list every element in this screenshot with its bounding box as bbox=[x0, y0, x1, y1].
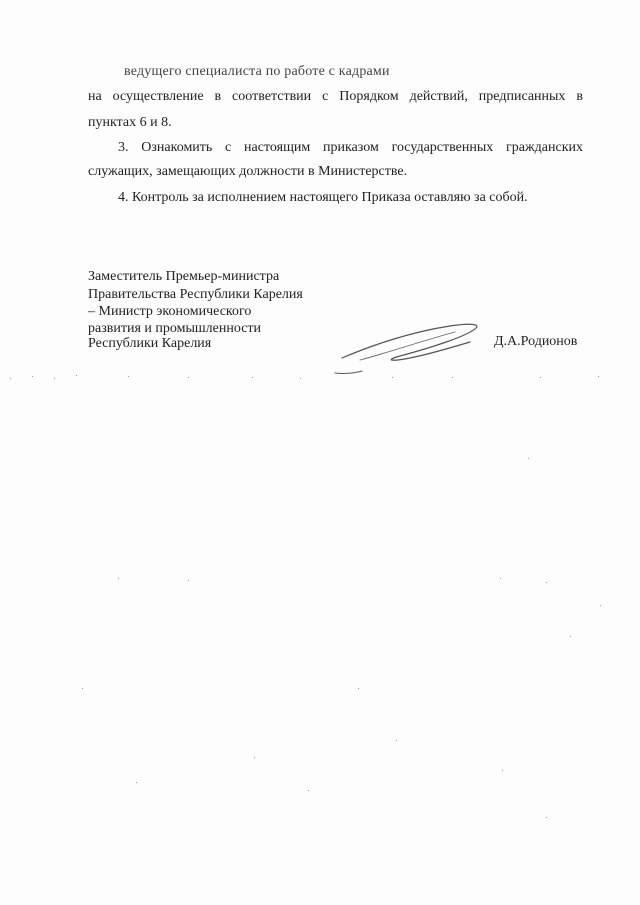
scan-speck bbox=[308, 790, 309, 791]
paragraph-2-line-2: пунктах 6 и 8. bbox=[88, 115, 172, 130]
item-3-line-2: служащих, замещающих должности в Министерстве. bbox=[88, 164, 408, 179]
signatory-title-line: Республики Карелия bbox=[88, 336, 212, 351]
signatory-name: Д.А.Родионов bbox=[494, 334, 578, 349]
scan-speck bbox=[82, 688, 83, 689]
scan-speck bbox=[188, 580, 189, 581]
signatory-title-line: развития и промышленности bbox=[88, 321, 262, 336]
scan-speck bbox=[128, 376, 129, 377]
scan-speck bbox=[500, 578, 501, 579]
scan-speck bbox=[546, 817, 547, 818]
scan-speck bbox=[118, 578, 119, 579]
scan-speck bbox=[392, 377, 393, 378]
paragraph-2-line-1: на осуществление в соответствии с Порядком действий, предписанных в bbox=[88, 89, 583, 104]
scan-speck bbox=[254, 757, 255, 758]
scan-speck bbox=[188, 377, 189, 378]
scan-speck bbox=[32, 376, 33, 377]
item-3-line-1: 3. Ознакомить с настоящим приказом государственных гражданских bbox=[118, 140, 583, 155]
scan-speck bbox=[598, 376, 599, 377]
scan-speck bbox=[570, 636, 571, 637]
scan-speck bbox=[600, 605, 601, 606]
scan-speck bbox=[136, 782, 137, 783]
scan-speck bbox=[528, 458, 529, 459]
scan-speck bbox=[502, 770, 503, 771]
signatory-title-line: Правительства Республики Карелия bbox=[88, 287, 303, 302]
scan-speck bbox=[452, 377, 453, 378]
signatory-title-line: Заместитель Премьер-министра bbox=[88, 269, 280, 284]
item-4-text: 4. Контроль за исполнением настоящего Приказа оставляю за собой. bbox=[118, 190, 528, 205]
handwritten-signature bbox=[330, 318, 490, 378]
scan-speck bbox=[358, 688, 359, 689]
scan-speck bbox=[540, 377, 541, 378]
scan-speck bbox=[252, 377, 253, 378]
scan-speck bbox=[76, 375, 77, 376]
scan-speck bbox=[300, 378, 301, 379]
scan-speck bbox=[396, 740, 397, 741]
top-fragment-text: ведущего специалиста по работе с кадрами bbox=[124, 64, 390, 79]
scan-speck bbox=[54, 378, 55, 379]
signatory-title-line: – Министр экономического bbox=[88, 304, 252, 319]
scan-speck bbox=[10, 378, 11, 379]
scan-speck bbox=[546, 582, 547, 583]
